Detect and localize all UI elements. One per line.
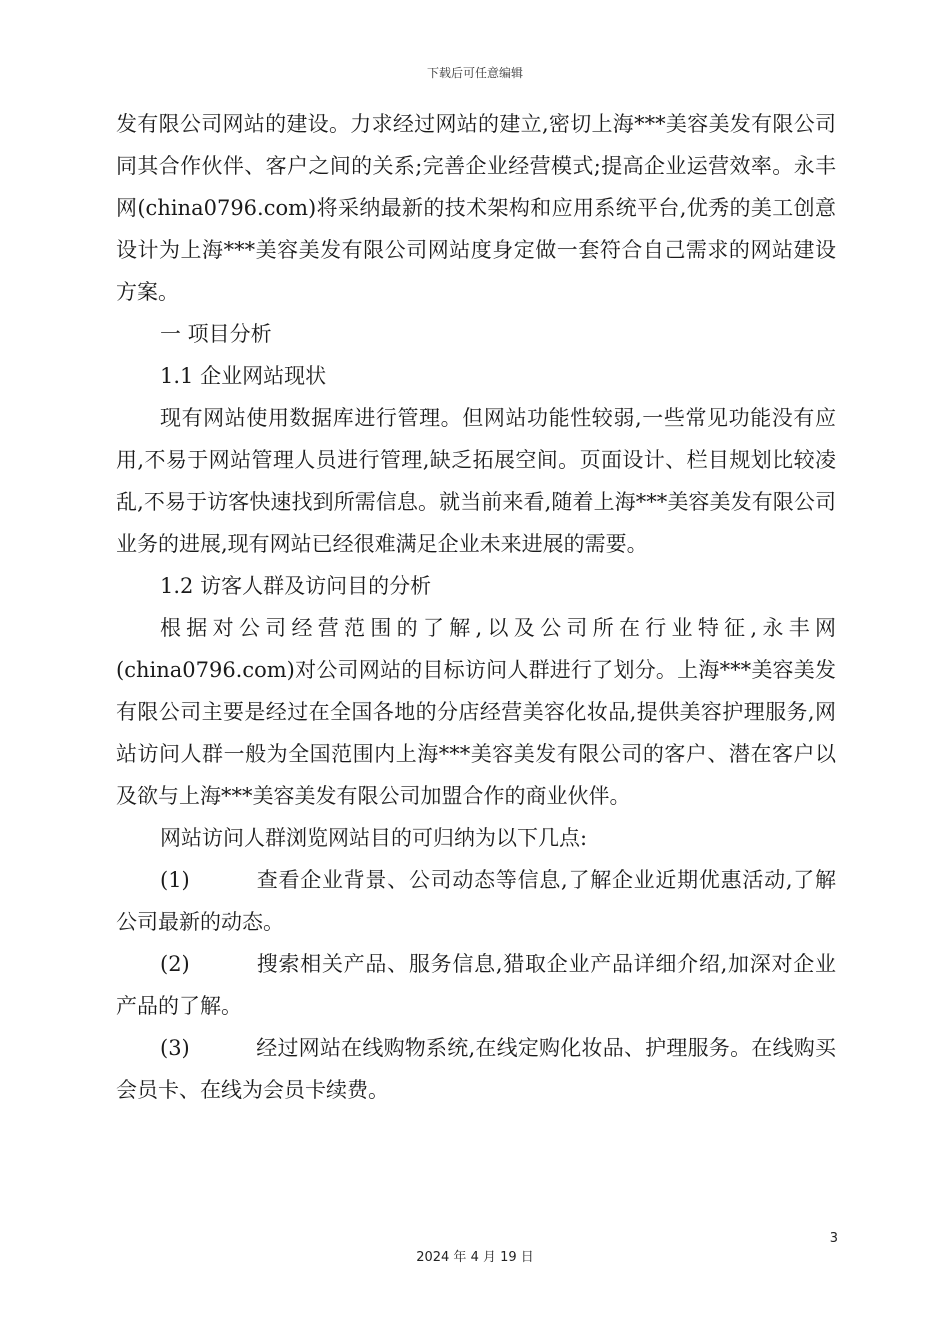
list-item-number: (1) [160, 868, 190, 892]
section-heading: 一 项目分析 [160, 322, 272, 346]
list-item-number: (2) [160, 952, 190, 976]
subsection-heading-1-1: 1.1 企业网站现状 [160, 364, 327, 388]
list-item [116, 1027, 836, 1111]
subsection-heading-1-2: 1.2 访客人群及访问目的分析 [160, 574, 432, 598]
list-item-text: 经过网站在线购物系统,在线定购化妆品、护理服务。在线购买会员卡、在线为会员卡续费。 [116, 1036, 836, 1102]
list-item-number: (3) [160, 1036, 190, 1060]
footer-date: 2024 年 4 月 19 日 [416, 1250, 534, 1265]
paragraph-intro: 发有限公司网站的建设。力求经过网站的建立,密切上海***美容美发有限公司同其合作伙伴、客户之间的关系;完善企业经营模式;提高企业运营效率。永丰网(china0796.com)将采纳最新的技术架构和应用系统平台,优秀的美工创意设计为上海***美容美发有限公司网站度身定做一套符合自己需求的网站建设方案。 [116, 112, 836, 304]
paragraph-visit-purpose-intro: 网站访问人群浏览网站目的可归纳为以下几点: [160, 826, 588, 850]
paragraph-visitor-analysis: 根据对公司经营范围的了解,以及公司所在行业特征,永丰网(china0796.com)对公司网站的目标访问人群进行了划分。上海***美容美发有限公司主要是经过在全国各地的分店经营美容化妆品,提供美容护理服务,网站访问人群一般为全国范围内上海***美容美发有限公司的客户、潜在客户以及欲与上海***美容美发有限公司加盟合作的商业伙伴。 [116, 616, 836, 808]
list-item [116, 859, 836, 943]
list-item [116, 943, 836, 1027]
page-number: 3 [829, 1231, 838, 1246]
document-body [116, 103, 836, 1111]
header-note: 下载后可任意编辑 [426, 66, 523, 80]
paragraph-current-site: 现有网站使用数据库进行管理。但网站功能性较弱,一些常见功能没有应用,不易于网站管理人员进行管理,缺乏拓展空间。页面设计、栏目规划比较凌乱,不易于访客快速找到所需信息。就当前来看,随着上海***美容美发有限公司业务的进展,现有网站已经很难满足企业未来进展的需要。 [116, 406, 836, 556]
list-item-text: 搜索相关产品、服务信息,猎取企业产品详细介绍,加深对企业产品的了解。 [116, 952, 836, 1018]
list-item-text: 查看企业背景、公司动态等信息,了解企业近期优惠活动,了解公司最新的动态。 [116, 868, 836, 934]
